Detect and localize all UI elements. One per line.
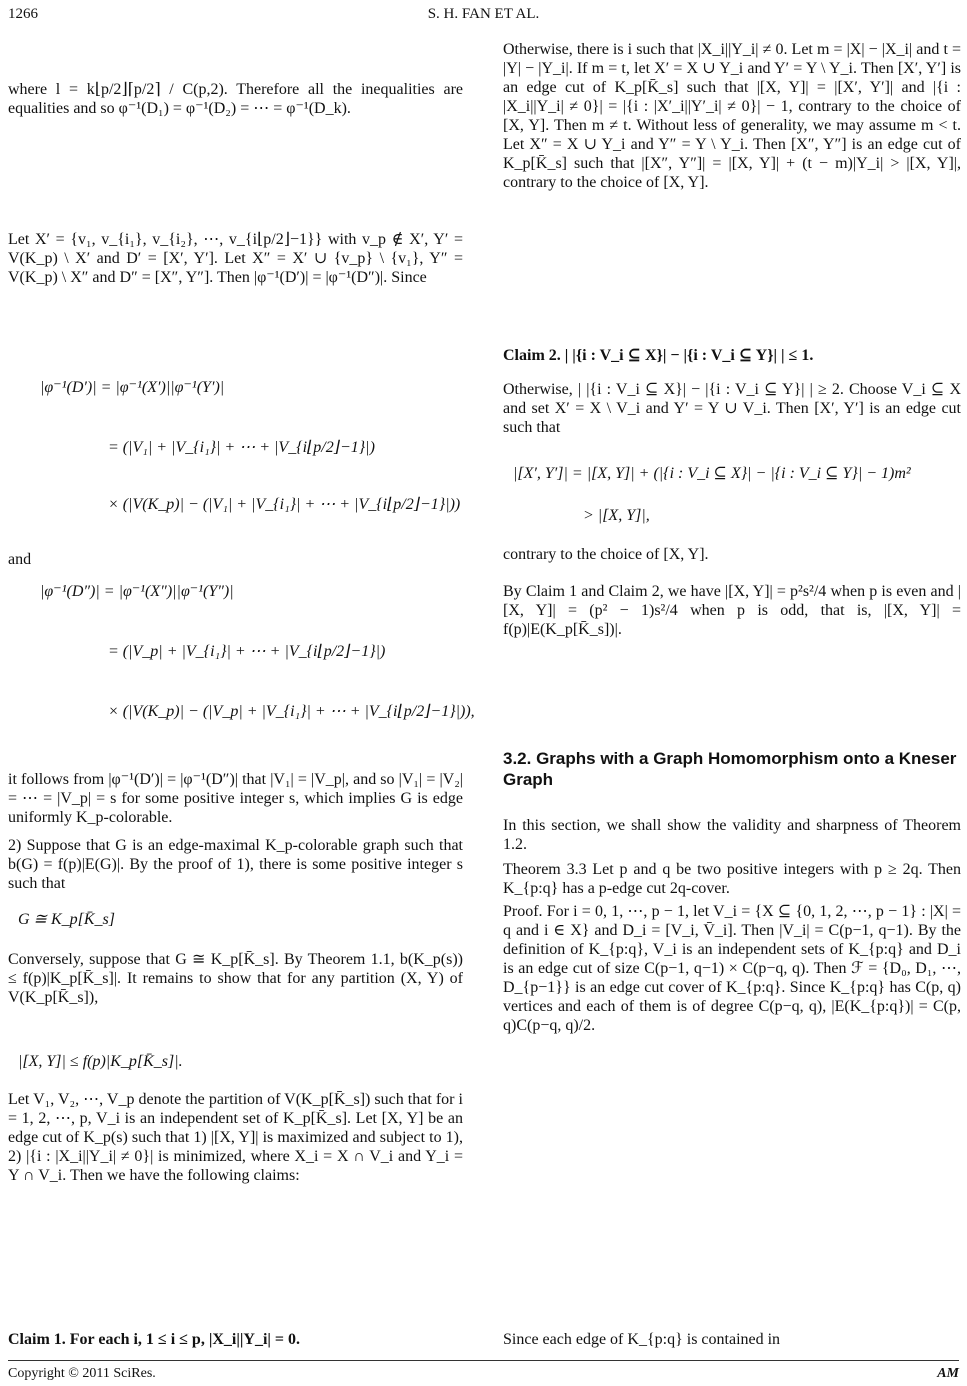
- proof-text: Proof. For i = 0, 1, ⋯, p − 1, let V_i = {X ⊆ {0, 1, 2, ⋯, p − 1} : |X| = q and i ∈ X} and D_i = [V_i, V̄_i]. Then |V_i| = C(p−1, q−1). By the definition of K_{p:q}, V_i is an independent sets of K_{p:q} and D_i is an edge cut of size C(p−1, q−1) × C(p−q, q). Then ℱ = {D₀, D₁, ⋯, D_{p−1}} is an edge cut cover of K_{p:q}. Since K_{p:q} has C(p, q) vertices and each of them is of degree C(p−q, q), |E(K_{p:q})| = C(p, q)C(p−q, q)/2.: [503, 903, 961, 1034]
- right-para-otherwise: Otherwise, there is i such that |X_i||Y_i| ≠ 0. Let m = |X| − |X_i| and t = |Y| − |Y_i|. If m = t, let X′ = X ∪ Y_i and Y′ = Y \ Y_i. Then [X′, Y′] is an edge cut of K_p[K̄_s] such that |[X, Y]| = |[X′, Y′]| and |{i : |X_i||Y_i| ≠ 0}| = |{i : |X′_i||Y′_i| ≠ 0}| − 1, contrary to the choice of [X, Y]. Then m ≠ t. Without less of generality, we may assume m < t. Let X″ = X ∪ Y_i and Y″ = Y \ Y_i. Then [X″, Y″] is an edge cut of K_p[K̄_s] such that |[X″, Y″]| = |[X, Y]| + (t − m)|Y_i| > |[X, Y]|, contrary to the choice of [X, Y].: [503, 41, 961, 191]
- running-authors: S. H. FAN ET AL.: [427, 6, 540, 22]
- right-para-since-each: Since each edge of K_{p:q} is contained in: [503, 1331, 781, 1348]
- page-header: [0, 6, 967, 26]
- left-eq3: G ≅ K_p[K̄_s]: [18, 911, 115, 928]
- left-para-suppose: 2) Suppose that G is an edge-maximal K_p-colorable graph such that b(G) = f(p)|E(G)|. By the proof of 1), there is some positive integer s such that: [8, 837, 463, 892]
- left-eq1-line1: |φ⁻¹(D′)| = |φ⁻¹(X′)||φ⁻¹(Y′)|: [40, 379, 225, 396]
- right-para-otherwise2: Otherwise, | |{i : V_i ⊆ X}| − |{i : V_i ⊆ Y}| | ≥ 2. Choose V_i ⊆ X and set X′ = X \ V_i and Y′ = Y ∪ V_i. Then [X′, Y′] is an edge cut such that: [503, 381, 961, 436]
- theorem-3-3: Theorem 3.3 Let p and q be two positive integers with p ≥ 2q. Then K_{p:q} has a p-edge cut 2q-cover.: [503, 861, 961, 897]
- left-para-follows: it follows from |φ⁻¹(D′)| = |φ⁻¹(D″)| that |V₁| = |V_p|, and so |V₁| = |V₂| = ⋯ = |V_p| = s for some positive integer s, which implies G is edge uniformly K_p-colorable.: [8, 771, 463, 826]
- left-para-partition: Let V₁, V₂, ⋯, V_p denote the partition of V(K_p[K̄_s]) such that for i = 1, 2, ⋯, p, V_i is an independent set of K_p[K̄_s]. Let [X, Y] be an edge cut of K_p(s) such that 1) |[X, Y]| is maximized and subject to 1), 2) |{i : |X_i||Y_i| ≠ 0}| is minimized, where X_i = X ∩ V_i and Y_i = Y ∩ V_i. Then we have the following claims:: [8, 1091, 463, 1184]
- left-eq2-line3: × (|V(K_p)| − (|V_p| + |V_{i₁}| + ⋯ + |V_{i⌊p/2⌋−1}|)),: [108, 703, 475, 720]
- left-eq2-line2: = (|V_p| + |V_{i₁}| + ⋯ + |V_{i⌊p/2⌋−1}|): [108, 643, 386, 660]
- left-eq1-line3: × (|V(K_p)| − (|V₁| + |V_{i₁}| + ⋯ + |V_{i⌊p/2⌋−1}|)): [108, 496, 461, 513]
- left-eq1-line2: = (|V₁| + |V_{i₁}| + ⋯ + |V_{i⌊p/2⌋−1}|): [108, 439, 375, 456]
- left-eq2-line1: |φ⁻¹(D″)| = |φ⁻¹(X″)||φ⁻¹(Y″)|: [40, 583, 234, 600]
- left-para-conversely: Conversely, suppose that G ≅ K_p[K̄_s]. By Theorem 1.1, b(K_p(s)) ≤ f(p)|K_p[K̄_s]|. It remains to show that for any partition (X, Y) of V(K_p[K̄_s]),: [8, 951, 463, 1006]
- right-para-section-intro: In this section, we shall show the validity and sharpness of Theorem 1.2.: [503, 817, 961, 853]
- page-number: 1266: [8, 6, 38, 22]
- section-heading: 3.2. Graphs with a Graph Homomorphism onto a Kneser Graph: [503, 749, 957, 789]
- footer-rule: [8, 1360, 959, 1361]
- left-claim1: Claim 1. For each i, 1 ≤ i ≤ p, |X_i||Y_i| = 0.: [8, 1331, 301, 1348]
- left-eq4: |[X, Y]| ≤ f(p)|K_p[K̄_s]|.: [18, 1053, 183, 1070]
- left-para-let: Let X′ = {v₁, v_{i₁}, v_{i₂}, ⋯, v_{i⌊p/2⌋−1}} with v_p ∉ X′, Y′ = V(K_p) \ X′ and D′ = [X′, Y′]. Let X″ = X′ ∪ {v_p} \ {v₁}, Y″ = V(K_p) \ X″ and D″ = [X″, Y″]. Then |φ⁻¹(D′)| = |φ⁻¹(D″)|. Since: [8, 231, 464, 286]
- right-claim2: Claim 2. | |{i : V_i ⊆ X}| − |{i : V_i ⊆ Y}| | ≤ 1.: [503, 347, 814, 364]
- right-para-contrary: contrary to the choice of [X, Y].: [503, 546, 709, 563]
- right-eq1-line2: > |[X, Y]|,: [583, 507, 650, 524]
- right-para-claims: By Claim 1 and Claim 2, we have |[X, Y]| = p²s²/4 when p is even and |[X, Y]| = (p² − 1)s²/4 when p is odd, that is, |[X, Y]| = f(p)|E(K_p[K̄_s])|.: [503, 583, 961, 638]
- left-para-where: where l = k⌊p/2⌋⌈p/2⌉ / C(p,2). Therefore all the inequalities are equalities and so φ⁻¹(D₁) = φ⁻¹(D₂) = ⋯ = φ⁻¹(D_k).: [8, 81, 463, 117]
- right-eq1-line1: |[X′, Y′]| = |[X, Y]| + (|{i : V_i ⊆ X}| − |{i : V_i ⊆ Y}| − 1)m²: [513, 465, 911, 482]
- copyright: Copyright © 2011 SciRes.: [8, 1366, 156, 1381]
- journal-abbrev: AM: [937, 1366, 959, 1381]
- left-and: and: [8, 551, 32, 568]
